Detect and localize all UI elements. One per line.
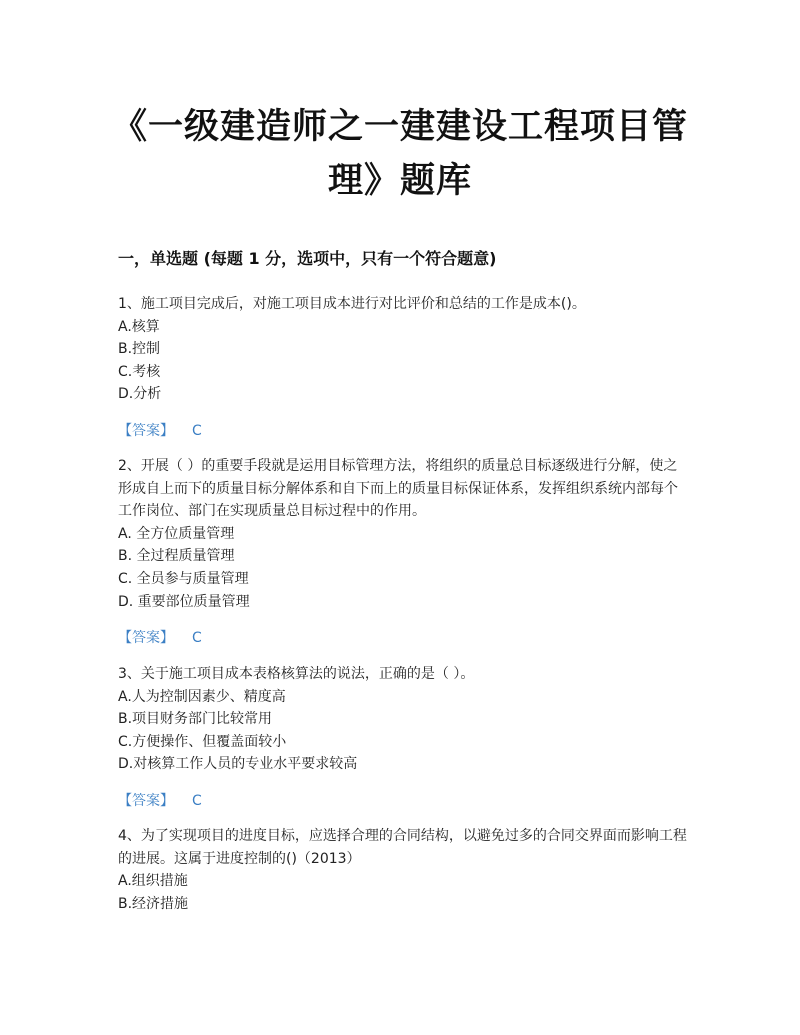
answer-line — [118, 420, 688, 443]
option-d: D.分析 — [118, 386, 162, 403]
option-b: B.控制 — [118, 341, 161, 358]
title-line-2: 理》题库 — [327, 161, 472, 201]
question-stem: 4、为了实现项目的进度目标，应选择合理的合同结构，以避免过多的合同交界面而影响工程的进展。这属于进度控制的()（2013） — [118, 828, 687, 867]
question-stem: 1、施工项目完成后，对施工项目成本进行对比评价和总结的工作是成本()。 — [118, 296, 586, 312]
answer-label: 【答案】 — [118, 422, 174, 439]
answer-label: 【答案】 — [118, 792, 174, 809]
answer-value: C — [192, 422, 202, 439]
answer-line — [118, 627, 688, 650]
option-a: A.人为控制因素少、精度高 — [118, 688, 286, 705]
option-a: A. 全方位质量管理 — [118, 525, 235, 542]
answer-line — [118, 790, 688, 813]
answer-label: 【答案】 — [118, 630, 174, 647]
document-title — [100, 100, 700, 208]
answer-value: C — [192, 630, 202, 647]
section-heading: 一，单选题 (每题 1 分，选项中，只有一个符合题意) — [118, 249, 497, 268]
option-d: D. 重要部位质量管理 — [118, 593, 250, 610]
question-4 — [118, 825, 688, 915]
option-b: B.项目财务部门比较常用 — [118, 711, 273, 728]
title-line-1: 《一级建造师之一建建设工程项目管 — [111, 107, 688, 147]
question-2 — [118, 455, 688, 650]
option-d: D.对核算工作人员的专业水平要求较高 — [118, 756, 358, 773]
question-stem: 3、关于施工项目成本表格核算法的说法，正确的是（ ）。 — [118, 666, 475, 682]
option-c: C. 全员参与质量管理 — [118, 570, 249, 587]
question-stem: 2、开展（ ）的重要手段就是运用目标管理方法，将组织的质量总目标逐级进行分解，使之形成自上而下的质量目标分解体系和自下而上的质量目标保证体系，发挥组织系统内部每个工作岗位、部门在实现质量总目标过程中的作用。 — [118, 458, 678, 520]
question-1 — [118, 293, 688, 443]
option-a: A.组织措施 — [118, 873, 188, 890]
answer-value: C — [192, 792, 202, 809]
option-c: C.考核 — [118, 363, 161, 380]
question-3 — [118, 663, 688, 813]
option-b: B. 全过程质量管理 — [118, 548, 235, 565]
option-a: A.核算 — [118, 318, 160, 335]
option-b: B.经济措施 — [118, 895, 189, 912]
option-c: C.方便操作、但覆盖面较小 — [118, 733, 287, 750]
